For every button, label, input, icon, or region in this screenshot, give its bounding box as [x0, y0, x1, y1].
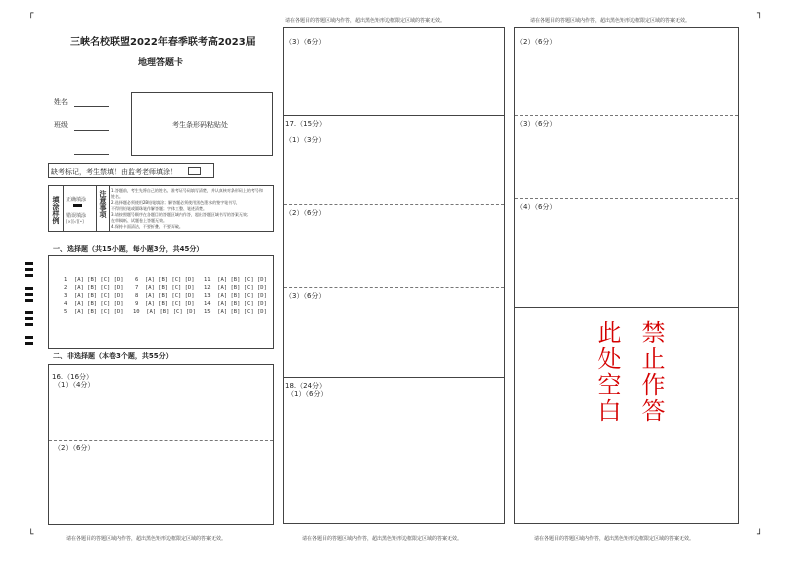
exam-number-field[interactable]: [74, 154, 109, 155]
correct-fill-sample: [73, 204, 82, 207]
wrong-fill-label: 错误填涂: [66, 213, 87, 219]
q16-part2: （2）（6分）: [54, 444, 95, 452]
q17-title: 17.（15分）: [285, 120, 327, 128]
column3-answer-box: [514, 27, 739, 524]
mcq-row-8: 8 [A] [B] [C] [D]: [135, 293, 195, 299]
mcq-row-11: 11 [A] [B] [C] [D]: [204, 277, 267, 283]
notes-text: [111, 188, 263, 230]
mcq-row-4: 4 [A] [B] [C] [D]: [64, 301, 124, 307]
blank-area-text-1: 此处空白: [593, 320, 621, 424]
note-line: 1.答题前，考生先将自己的姓名、准考证号码填写清楚，并认真核对条形码上的考号和: [111, 188, 263, 193]
absent-note: 缺考标记，考生禁填！由监考老师填涂！: [51, 168, 177, 176]
note-line: 在草稿纸、试题卷上答题无效。: [111, 218, 167, 223]
notes-label: 注意事项: [99, 190, 107, 218]
warning-footer-2: 请在各题目的答题区域内作答，超出黑色矩形边框限定区域的答案无效。: [302, 536, 463, 542]
note-line: 4.保持卡面清洁，不要折叠、不要弄破。: [111, 224, 183, 229]
name-label: 姓名: [54, 98, 68, 106]
warning-header-3: 请在各题目的答题区域内作答，超出黑色矩形边框限定区域的答案无效。: [530, 18, 691, 24]
q16-title: 16.（16分）: [52, 373, 94, 381]
blank-area-text-2: 禁止作答: [637, 320, 665, 424]
mcq-row-3: 3 [A] [B] [C] [D]: [64, 293, 124, 299]
warning-footer-3: 请在各题目的答题区域内作答，超出黑色矩形边框限定区域的答案无效。: [534, 536, 695, 542]
q18-part2: （2）（6分）: [516, 38, 557, 46]
class-label: 班级: [54, 121, 68, 129]
corner-mark-tl: ┌: [28, 9, 34, 19]
q18-part4: （4）（6分）: [516, 203, 557, 211]
mcq-row-15: 15 [A] [B] [C] [D]: [204, 309, 267, 315]
corner-mark-br: ┘: [757, 530, 763, 540]
wrong-fill-sample: [×][√][•]: [66, 219, 84, 224]
q16-answer-box[interactable]: [48, 364, 274, 525]
note-line: 2.选择题必须使用2B铅笔填涂；解答题必须使用黑色墨水的签字笔书写，: [111, 200, 241, 205]
exam-title: 三峡名校联盟2022年春季联考高2023届: [70, 37, 256, 48]
mcq-row-14: 14 [A] [B] [C] [D]: [204, 301, 267, 307]
section2-title: 二、非选择题（本卷3个题，共55分）: [53, 352, 173, 360]
q17-part2: （2）（6分）: [285, 209, 326, 217]
note-line: 姓名。: [111, 194, 123, 199]
mcq-row-7: 7 [A] [B] [C] [D]: [135, 285, 195, 291]
q17-part1: （1）（3分）: [285, 136, 326, 144]
mcq-row-13: 13 [A] [B] [C] [D]: [204, 293, 267, 299]
warning-footer-1: 请在各题目的答题区域内作答，超出黑色矩形边框限定区域的答案无效。: [66, 536, 227, 542]
name-field[interactable]: [74, 106, 109, 107]
absent-mark-row: [48, 163, 214, 178]
q18-part1: （1）（6分）: [287, 390, 328, 398]
mcq-row-1: 1 [A] [B] [C] [D]: [64, 277, 124, 283]
mcq-row-6: 6 [A] [B] [C] [D]: [135, 277, 195, 283]
barcode-label: 考生条形码粘贴处: [172, 121, 228, 129]
warning-header-2: 请在各题目的答题区域内作答，超出黑色矩形边框限定区域的答案无效。: [285, 18, 446, 24]
note-line: 不得用铅笔或圆珠笔作解答题；字体工整、笔迹清楚。: [111, 206, 207, 211]
instructions-box: [48, 185, 274, 232]
corner-mark-bl: └: [28, 530, 34, 540]
absent-checkbox[interactable]: [188, 167, 201, 175]
corner-mark-tr: ┐: [757, 9, 763, 19]
mcq-row-5: 5 [A] [B] [C] [D]: [64, 309, 124, 315]
mcq-row-9: 9 [A] [B] [C] [D]: [135, 301, 195, 307]
correct-fill-label: 正确填涂: [66, 197, 87, 203]
column2-answer-box: [283, 27, 505, 524]
section1-title: 一、选择题（共15小题，每小题3分，共45分）: [53, 245, 204, 253]
q18-part3: （3）（6分）: [516, 120, 557, 128]
class-field[interactable]: [74, 130, 109, 131]
q16-part1: （1）（4分）: [54, 381, 95, 389]
mcq-row-10: 10 [A] [B] [C] [D]: [133, 309, 196, 315]
mcq-grid: [48, 255, 274, 349]
sheet-subtitle: 地理答题卡: [138, 58, 184, 68]
q17-part3-prev: （3）（6分）: [285, 38, 326, 46]
mcq-row-12: 12 [A] [B] [C] [D]: [204, 285, 267, 291]
fill-example-label: 填涂样例: [52, 196, 60, 224]
q17-part3: （3）（6分）: [285, 292, 326, 300]
barcode-area: [131, 92, 273, 156]
note-line: 3.请按照题号顺序在各题目的答题区域内作答，超出答题区域书写的答案无效；: [111, 212, 251, 217]
mcq-row-2: 2 [A] [B] [C] [D]: [64, 285, 124, 291]
q18-title: 18.（24分）: [285, 382, 327, 390]
